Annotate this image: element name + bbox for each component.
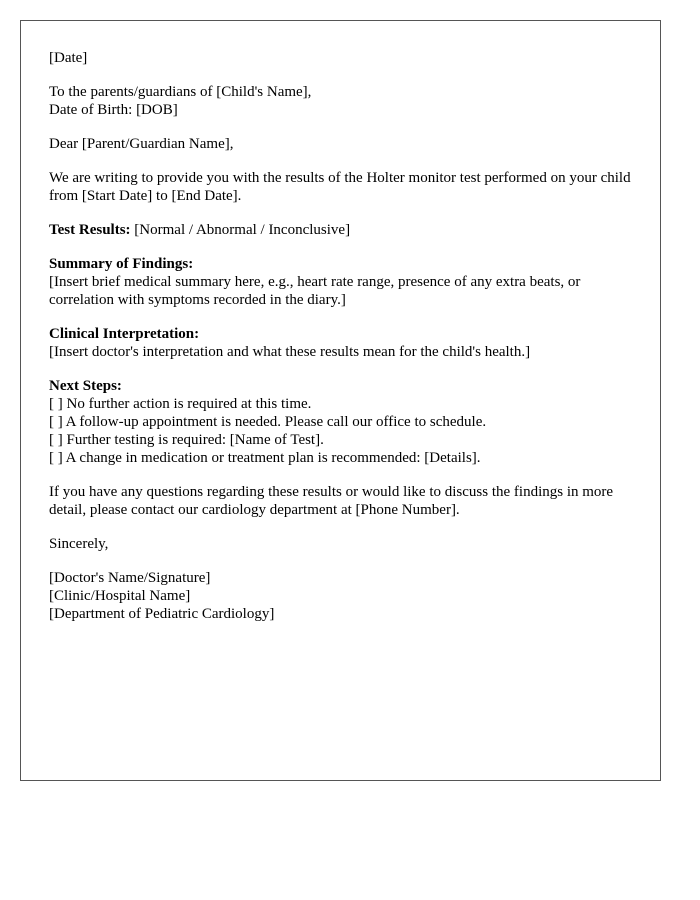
test-results-paragraph: [49, 221, 634, 239]
closing: Sincerely,: [49, 536, 109, 552]
letter-page: [20, 20, 661, 781]
interpretation-section: [49, 325, 634, 361]
salutation: Dear [Parent/Guardian Name],: [49, 136, 234, 152]
test-results-value: [Normal / Abnormal / Inconclusive]: [130, 222, 351, 238]
summary-heading: Summary of Findings:: [49, 256, 194, 272]
summary-text: [Insert brief medical summary here, e.g., heart rate range, presence of any extra beats, or correlation with symptoms recorded in the diary.]: [49, 274, 581, 308]
interpretation-text: [Insert doctor's interpretation and what these results mean for the child's health.]: [49, 344, 531, 360]
intro-paragraph: We are writing to provide you with the results of the Holter monitor test performed on your child from [Start Date] to [End Date].: [49, 170, 631, 204]
clinic-name-line: [Clinic/Hospital Name]: [49, 588, 191, 604]
summary-section: [49, 255, 634, 309]
next-steps-section: [49, 377, 634, 467]
next-steps-heading: Next Steps:: [49, 378, 122, 394]
addressee-block: [49, 83, 634, 119]
addressee-line: To the parents/guardians of [Child's Name],: [49, 84, 312, 100]
next-step-item: [ ] Further testing is required: [Name of Test].: [49, 432, 324, 448]
interpretation-heading: Clinical Interpretation:: [49, 326, 200, 342]
next-step-item: [ ] No further action is required at this time.: [49, 396, 312, 412]
test-results-label: Test Results:: [49, 222, 131, 238]
letter-body: [49, 49, 634, 639]
next-step-item: [ ] A follow-up appointment is needed. Please call our office to schedule.: [49, 414, 487, 430]
department-line: [Department of Pediatric Cardiology]: [49, 606, 275, 622]
date-of-birth-line: Date of Birth: [DOB]: [49, 102, 178, 118]
signature-block: [49, 569, 634, 623]
doctor-name-line: [Doctor's Name/Signature]: [49, 570, 211, 586]
letter-date: [Date]: [49, 50, 88, 66]
next-step-item: [ ] A change in medication or treatment plan is recommended: [Details].: [49, 450, 481, 466]
contact-paragraph: If you have any questions regarding these results or would like to discuss the findings in more detail, please contact our cardiology department at [Phone Number].: [49, 484, 614, 518]
